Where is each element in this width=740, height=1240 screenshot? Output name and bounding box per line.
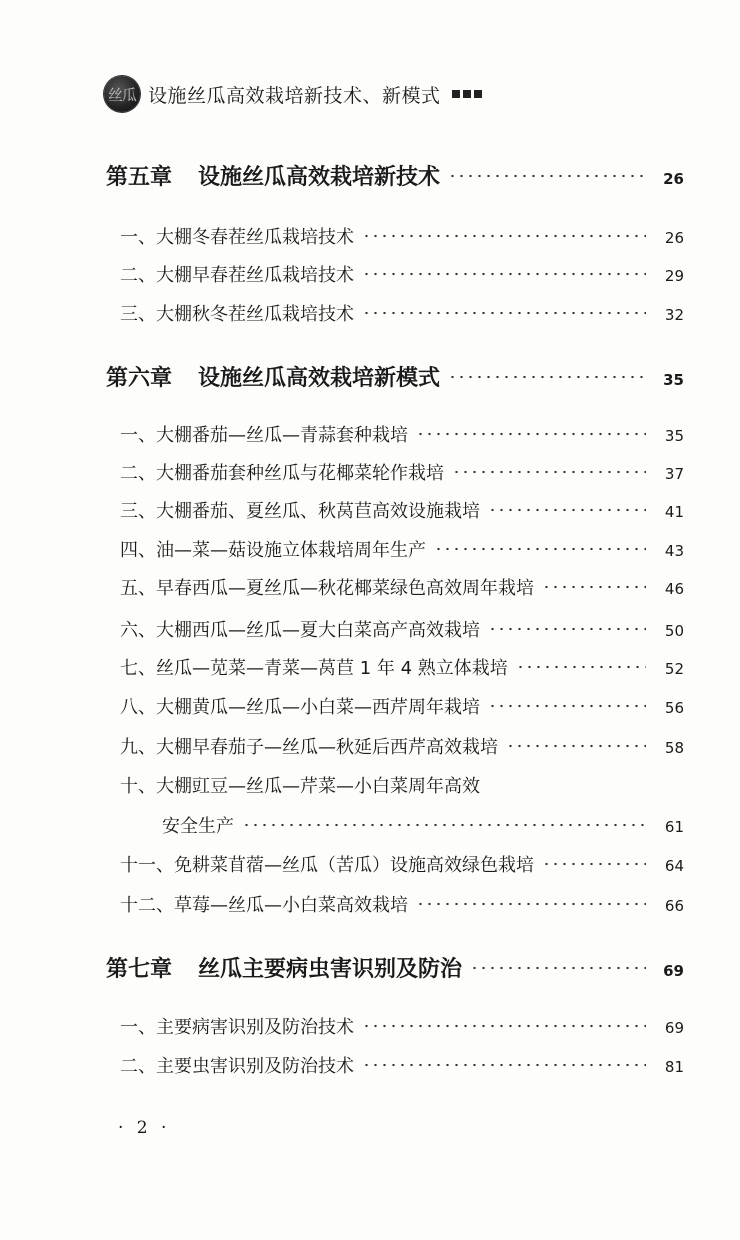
entry-title: 六、大棚西瓜—丝瓜—夏大白菜高产高效栽培	[120, 620, 480, 641]
toc-entry[interactable]	[120, 616, 684, 642]
toc-entry[interactable]	[120, 223, 684, 249]
toc-entry[interactable]	[120, 536, 684, 562]
leader-dots	[362, 311, 646, 315]
toc-entry[interactable]	[120, 772, 684, 798]
page-number: 41	[664, 503, 684, 521]
leader-dots	[362, 234, 646, 238]
toc-chapter-6[interactable]	[106, 361, 684, 392]
page-number: 81	[664, 1058, 684, 1076]
toc-entry[interactable]	[120, 693, 684, 719]
page-number: 69	[664, 1019, 684, 1037]
leader-dots	[416, 902, 646, 906]
leader-dots	[470, 966, 646, 970]
toc-entry[interactable]	[120, 1013, 684, 1039]
leader-dots	[242, 823, 646, 827]
entry-title: 十二、草莓—丝瓜—小白菜高效栽培	[120, 895, 408, 916]
entry-title: 四、油—菜—菇设施立体栽培周年生产	[120, 540, 426, 561]
page-number: 52	[664, 660, 684, 678]
header-decoration	[449, 90, 482, 98]
chapter-title: 设施丝瓜高效栽培新模式	[198, 366, 441, 391]
toc-entry[interactable]	[120, 300, 684, 326]
leader-dots	[434, 547, 646, 551]
page-number: 26	[663, 170, 684, 188]
chapter-number: 第六章	[106, 366, 173, 391]
page-number: 32	[664, 306, 684, 324]
entry-title: 十、大棚豇豆—丝瓜—芹菜—小白菜周年高效	[120, 776, 480, 797]
entry-title: 一、大棚冬春茬丝瓜栽培技术	[120, 227, 354, 248]
leader-dots	[416, 432, 646, 436]
leader-dots	[362, 1063, 646, 1067]
page-number: 58	[664, 739, 684, 757]
page-number: 46	[664, 580, 684, 598]
toc-chapter-7[interactable]	[106, 952, 684, 983]
toc-entry[interactable]	[120, 421, 684, 447]
entry-title: 七、丝瓜—苋菜—青菜—莴苣 1 年 4 熟立体栽培	[120, 658, 508, 679]
leader-dots	[516, 665, 646, 669]
page-number: 69	[663, 962, 684, 980]
leader-dots	[448, 375, 646, 379]
toc-entry[interactable]	[120, 261, 684, 287]
entry-title: 一、大棚番茄—丝瓜—青蒜套种栽培	[120, 425, 408, 446]
page-number: 64	[664, 857, 684, 875]
leader-dots	[362, 1024, 646, 1028]
leader-dots	[542, 862, 646, 866]
entry-title: 一、主要病害识别及防治技术	[120, 1017, 354, 1038]
leader-dots	[362, 272, 646, 276]
page-number: 37	[664, 465, 684, 483]
page-number: 35	[664, 427, 684, 445]
chapter-title: 丝瓜主要病虫害识别及防治	[198, 957, 463, 982]
page-number: 50	[664, 622, 684, 640]
toc-entry[interactable]	[120, 459, 684, 485]
entry-title: 三、大棚秋冬茬丝瓜栽培技术	[120, 304, 354, 325]
toc-entry[interactable]	[120, 497, 684, 523]
page-number: 29	[664, 267, 684, 285]
page-folio: · 2 ·	[118, 1118, 171, 1138]
entry-title: 安全生产	[162, 816, 234, 837]
entry-title: 九、大棚早春茄子—丝瓜—秋延后西芹高效栽培	[120, 737, 498, 758]
leader-dots	[488, 508, 646, 512]
toc-entry[interactable]	[120, 733, 684, 759]
leader-dots	[488, 704, 646, 708]
toc-entry-continuation[interactable]	[162, 812, 684, 838]
toc-entry[interactable]	[120, 891, 684, 917]
toc-entry[interactable]	[120, 1052, 684, 1078]
entry-title: 五、早春西瓜—夏丝瓜—秋花椰菜绿色高效周年栽培	[120, 578, 534, 599]
entry-title: 二、主要虫害识别及防治技术	[120, 1056, 354, 1077]
toc-entry[interactable]	[120, 654, 684, 680]
toc-chapter-5[interactable]	[106, 160, 684, 191]
entry-title: 十一、免耕菜苜蓿—丝瓜（苦瓜）设施高效绿色栽培	[120, 855, 534, 876]
entry-title: 二、大棚早春茬丝瓜栽培技术	[120, 265, 354, 286]
page-number: 26	[664, 229, 684, 247]
running-header-title: 设施丝瓜高效栽培新技术、新模式	[148, 84, 441, 107]
running-header	[104, 74, 482, 114]
entry-title: 八、大棚黄瓜—丝瓜—小白菜—西芹周年栽培	[120, 697, 480, 718]
page-number: 61	[664, 818, 684, 836]
chapter-number: 第五章	[106, 165, 173, 190]
leader-dots	[542, 585, 646, 589]
page-number: 43	[664, 542, 684, 560]
entry-title: 三、大棚番茄、夏丝瓜、秋莴苣高效设施栽培	[120, 501, 480, 522]
page-number: 35	[663, 371, 684, 389]
entry-title: 二、大棚番茄套种丝瓜与花椰菜轮作栽培	[120, 463, 444, 484]
toc-entry[interactable]	[120, 851, 684, 877]
toc-entry[interactable]	[120, 574, 684, 600]
leader-dots	[488, 627, 646, 631]
book-seal-logo: 丝瓜	[104, 76, 140, 112]
leader-dots	[448, 174, 646, 178]
chapter-title: 设施丝瓜高效栽培新技术	[198, 165, 441, 190]
leader-dots	[452, 470, 646, 474]
page-number: 56	[664, 699, 684, 717]
leader-dots	[506, 744, 646, 748]
page-number: 66	[664, 897, 684, 915]
chapter-number: 第七章	[106, 957, 173, 982]
